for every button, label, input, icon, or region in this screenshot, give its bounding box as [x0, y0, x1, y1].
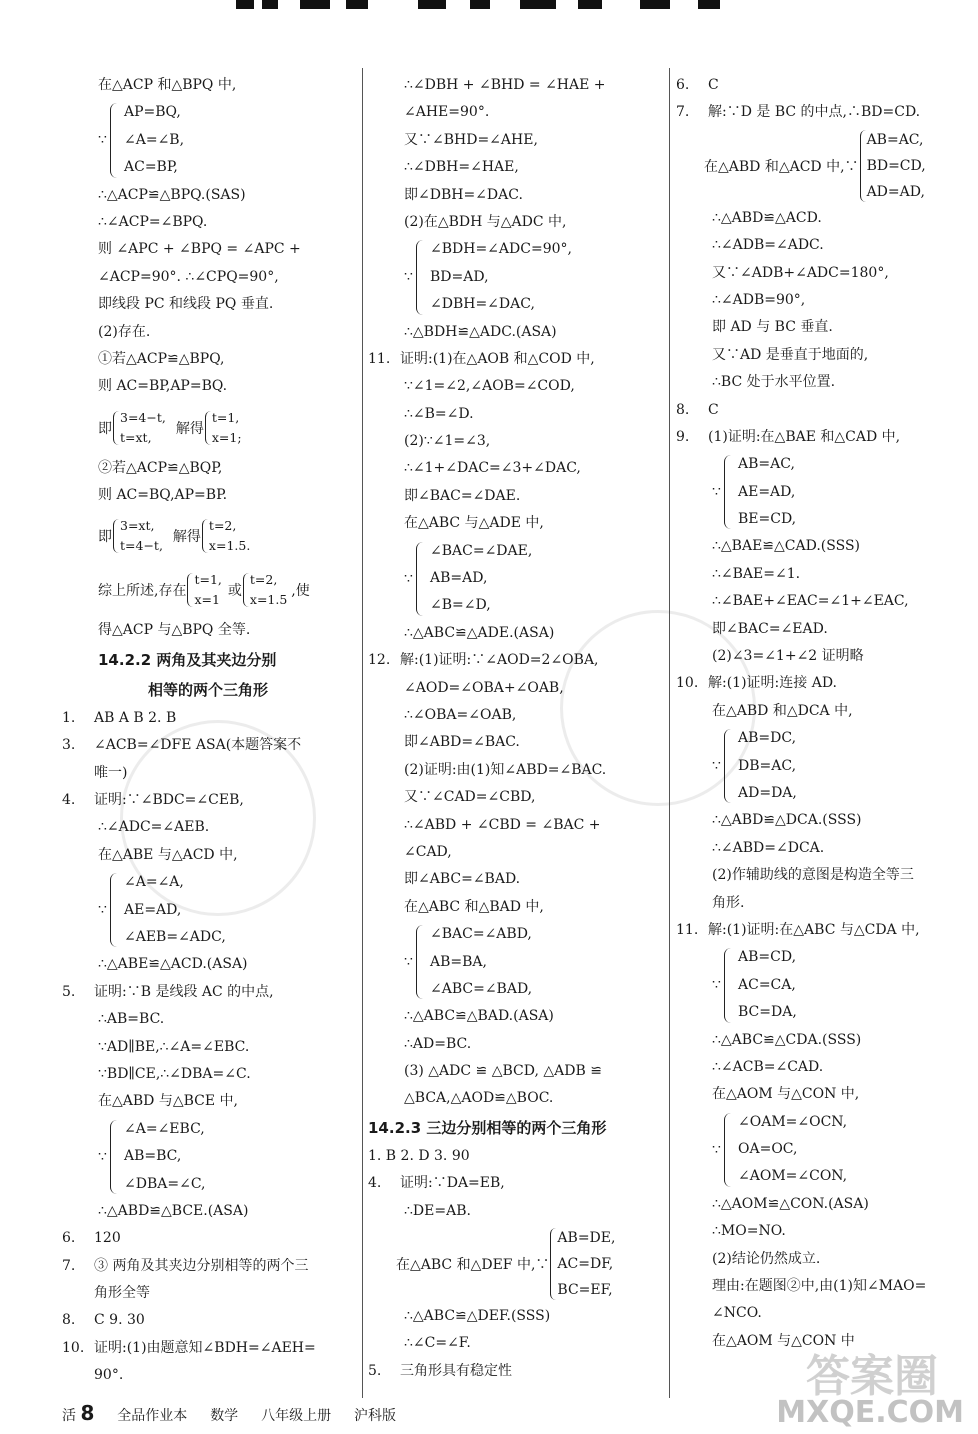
text-line: 理由:在题图②中,由(1)知∠MAO=	[712, 1278, 927, 1295]
top-cropped-header	[0, 0, 978, 10]
question-number: 10.	[676, 675, 699, 692]
page-footer	[62, 1396, 396, 1430]
left-brace	[724, 1113, 732, 1187]
system-row: DB=AC,	[738, 757, 797, 774]
text-line: 即∠BAC=∠EAD.	[712, 620, 828, 637]
question-number: 6.	[676, 77, 690, 93]
watermark-logo: 答案圈	[806, 1351, 938, 1402]
because-symbol: ∵	[404, 570, 413, 587]
inline-system	[112, 408, 166, 448]
section-heading: 14.2.3 三边分别相等的两个三角形	[368, 1118, 607, 1137]
text-line: 又∵∠CAD=∠CBD,	[404, 789, 536, 806]
text-line: ∴△ABC≌△ADE.(ASA)	[404, 624, 555, 641]
text-line: 在△AOM 与△CON 中	[712, 1332, 855, 1349]
inline-system	[186, 570, 221, 610]
system-row: ∠B=∠D,	[430, 597, 491, 614]
system-row: AC=BP,	[124, 159, 178, 176]
system-row: AC=CA,	[738, 976, 796, 993]
system-row: AE=AD,	[738, 483, 796, 500]
text-line: ∴∠ADB=∠ADC.	[712, 237, 824, 254]
text-line: 在△ABD 与△BCE 中,	[98, 1093, 238, 1110]
inline-system	[112, 516, 163, 556]
question-number: 1.	[62, 709, 76, 726]
because-symbol: ∵	[98, 902, 107, 919]
answer-text: AB A B 2. B	[94, 709, 177, 726]
text-line: 即∠ABC=∠BAD.	[404, 871, 521, 888]
text-line: ∴△ABC≌△DEF.(SSS)	[404, 1308, 551, 1325]
text-line: ∴△AOM≌△CON.(ASA)	[712, 1195, 869, 1212]
system-row: ∠A=∠EBC,	[124, 1120, 205, 1137]
system-row: 3=4−t,	[120, 409, 166, 425]
question-number: 7.	[676, 104, 690, 121]
left-brace	[110, 103, 118, 177]
answer-column-1	[62, 72, 354, 1390]
text-line: (2)作辅助线的意图是构造全等三	[712, 867, 914, 884]
text: ,使	[291, 583, 310, 600]
system-row: ∠AOM=∠CON,	[738, 1168, 848, 1185]
text-line: ∴∠ABD=∠DCA.	[712, 839, 825, 856]
solution-line	[62, 509, 354, 563]
answer-text: 解:∵D 是 BC 的中点,∴BD=CD.	[708, 104, 921, 121]
left-brace	[110, 1120, 118, 1194]
text-line: 则 ∠APC + ∠BPQ = ∠APC +	[98, 241, 301, 258]
text-line: 90°.	[94, 1367, 124, 1384]
because-symbol: ∵	[712, 758, 721, 775]
system-row: ∠DBH=∠DAC,	[430, 296, 535, 313]
text-line: 在△ABD 和△DCA 中,	[712, 702, 853, 719]
system-row: AC=DF,	[557, 1256, 614, 1273]
question-number: 5.	[62, 983, 76, 1000]
answer-text: (1)证明:在△BAE 和△CAD 中,	[708, 428, 901, 445]
answer-text: 证明:(1)在△AOB 和△COD 中,	[400, 350, 595, 367]
text-line: 在△AOM 与△CON 中,	[712, 1086, 860, 1103]
system-row: AB=CD,	[738, 949, 797, 966]
text-line: ∴△ABD≌△ACD.	[712, 209, 822, 226]
section-heading-sub: 相等的两个三角形	[147, 680, 268, 699]
answer-text: 解:(1)证明:连接 AD.	[708, 675, 838, 692]
text-line: ∴△BDH≌△ADC.(ASA)	[404, 323, 557, 340]
text-line: 又∵∠BHD=∠AHE,	[404, 131, 538, 148]
question-number: 12.	[368, 652, 391, 669]
left-brace	[202, 519, 209, 553]
system-row: ∠ABC=∠BAD,	[430, 980, 533, 997]
system-row: x=1	[194, 592, 220, 608]
system-row: t=2,	[208, 518, 237, 534]
left-brace	[860, 130, 867, 202]
edition: 沪科版	[354, 1408, 396, 1424]
question-number: 4.	[368, 1175, 382, 1192]
system-row: AB=DC,	[738, 730, 797, 747]
system-row: AB=BA,	[430, 953, 487, 970]
answer-text: 三角形具有稳定性	[400, 1362, 512, 1379]
text-line: ∴∠1+∠DAC=∠3+∠DAC,	[404, 460, 581, 477]
equation-system	[98, 869, 354, 951]
solution-line	[62, 401, 354, 455]
inline-system	[549, 1225, 615, 1303]
because-symbol: ∵	[98, 1148, 107, 1165]
system-row: ∠A=∠B,	[124, 131, 185, 148]
text-line: ∠AOD=∠OBA+∠OAB,	[404, 679, 564, 696]
text: 解得	[175, 420, 204, 437]
system-row: AD=AD,	[866, 183, 925, 200]
system-row: AD=DA,	[738, 784, 797, 801]
question-number: 7.	[62, 1257, 76, 1274]
system-row: t=4−t,	[120, 538, 163, 554]
left-brace	[205, 411, 212, 445]
left-brace	[416, 542, 424, 616]
inline-system	[859, 127, 926, 205]
question-number: 3.	[62, 737, 76, 754]
answer-text: 解:(1)证明:∵∠AOD=2∠OBA,	[400, 652, 599, 669]
left-brace	[724, 948, 732, 1022]
equation-system	[712, 944, 974, 1026]
equation-system	[404, 538, 666, 620]
system-row: t=1,	[211, 409, 240, 425]
text-line: ∠AHE=90°.	[404, 104, 490, 121]
left-brace	[110, 873, 118, 947]
system-row: AB=AC,	[866, 131, 924, 148]
text-line: (2)存在.	[98, 323, 151, 340]
text-line: ∴△BAE≌△CAD.(SSS)	[712, 538, 860, 555]
question-number: 9.	[676, 428, 690, 445]
because-symbol: ∵	[98, 132, 107, 149]
text-line: ∴∠ACB=∠CAD.	[712, 1058, 824, 1075]
text-line: ∴∠ADB=90°,	[712, 291, 806, 308]
text-line: ∠ACP=90°. ∴∠CPQ=90°,	[98, 268, 279, 285]
question-number: 5.	[368, 1362, 382, 1379]
answer-text: 证明:∵DA=EB,	[400, 1175, 505, 1192]
text-line: ∴△ABC≌△CDA.(SSS)	[712, 1031, 862, 1048]
section-heading: 14.2.2 两角及其夹边分别	[98, 650, 277, 669]
left-brace	[724, 729, 732, 803]
text-line: ∴∠B=∠D.	[404, 405, 474, 422]
system-row: t=xt,	[120, 429, 152, 445]
system-row: AB=BC,	[124, 1148, 182, 1165]
system-row: AB=DE,	[557, 1230, 616, 1247]
text-line: ∴∠BAE=∠1.	[712, 565, 801, 582]
answer-text: 解:(1)证明:在△ABC 与△CDA 中,	[708, 921, 920, 938]
answer-text: 证明:(1)由题意知∠BDH=∠AEH=	[94, 1339, 316, 1356]
system-row: x=1.5.	[208, 538, 251, 554]
answer-text: C 9. 30	[94, 1312, 145, 1329]
left-brace	[187, 573, 194, 607]
system-row: AP=BQ,	[124, 104, 181, 121]
text-line: 在△ABC 与△ADE 中,	[404, 515, 544, 532]
grade: 八年级上册	[261, 1408, 332, 1424]
text-line: ∴∠ACP=∠BPQ.	[98, 213, 208, 230]
because-symbol: ∵	[712, 977, 721, 994]
system-row: BD=AD,	[430, 268, 489, 285]
text-line: ∴△ABD≌△BCE.(ASA)	[98, 1202, 249, 1219]
system-row: AB=AD,	[430, 570, 488, 587]
left-brace	[113, 519, 120, 553]
text-line: ∴∠ABD + ∠CBD = ∠BAC +	[404, 816, 601, 833]
text-line: ∵AD∥BE,∴∠A=∠EBC.	[98, 1038, 250, 1055]
text-line: 即∠DBH=∠DAC.	[404, 186, 523, 203]
text-line: (2)∵∠1=∠3,	[404, 433, 491, 450]
system-row: BC=DA,	[738, 1004, 797, 1021]
inline-system	[201, 516, 250, 556]
text-line: ∠CAD,	[404, 843, 452, 860]
system-row: BE=CD,	[738, 511, 797, 528]
text-line: 即 AD 与 BC 垂直.	[712, 319, 833, 336]
answer-column-2	[368, 72, 666, 1385]
because-symbol: ∵	[404, 269, 413, 286]
text: 在△ABD 和△ACD 中,∵	[704, 158, 859, 175]
text-line: (3) △ADC ≌ △BCD, △ADB ≌	[404, 1063, 602, 1080]
text-line: ∴△ABD≌△DCA.(SSS)	[712, 812, 862, 829]
system-row: ∠A=∠A,	[124, 874, 184, 891]
because-symbol: ∵	[712, 484, 721, 501]
text-line: ∴∠ADC=∠AEB.	[98, 819, 210, 836]
text-line: 角形.	[712, 894, 745, 911]
answer-text: 证明:∵B 是线段 AC 的中点,	[94, 983, 274, 1000]
text-line: (2)∠3=∠1+∠2 证明略	[712, 648, 864, 665]
book-title: 全品作业本	[117, 1408, 188, 1424]
column-divider	[669, 68, 670, 1398]
system-row: ∠BAC=∠DAE,	[430, 542, 533, 559]
equation-system	[712, 1109, 974, 1191]
text-line: ∴∠DBH + ∠BHD = ∠HAE +	[404, 77, 606, 93]
subject: 数学	[210, 1408, 239, 1424]
text-line: ∵BD∥CE,∴∠DBA=∠C.	[98, 1065, 251, 1082]
text-line: 角形全等	[94, 1285, 150, 1302]
answer-text: ∠ACB=∠DFE ASA(本题答案不	[94, 737, 302, 754]
text-line: 即线段 PC 和线段 PQ 垂直.	[98, 296, 274, 313]
text-line: (2)在△BDH 与△ADC 中,	[404, 213, 567, 230]
because-symbol: ∵	[712, 1141, 721, 1158]
text-line: ∠NCO.	[712, 1305, 762, 1322]
question-number: 11.	[676, 921, 699, 938]
solution-line	[62, 563, 354, 617]
question-number: 8.	[676, 401, 690, 418]
answer-text: 1. B 2. D 3. 90	[368, 1147, 470, 1164]
solution-line	[676, 127, 974, 205]
answer-text: C	[708, 77, 719, 93]
text: 即	[98, 420, 112, 437]
question-number: 10.	[62, 1339, 85, 1356]
text-line: 唯一)	[94, 764, 128, 781]
equation-system	[404, 921, 666, 1003]
text-line: 即∠BAC=∠DAE.	[404, 487, 521, 504]
text-line: ∴∠C=∠F.	[404, 1335, 471, 1352]
text-line: ∴DE=AB.	[404, 1202, 471, 1219]
equation-system	[712, 725, 974, 807]
equation-system	[98, 99, 354, 181]
text-line: 即∠ABD=∠BAC.	[404, 734, 520, 751]
text-line: 在△ABE 与△ACD 中,	[98, 846, 238, 863]
answer-text: C	[708, 401, 719, 418]
left-brace	[113, 411, 120, 445]
text-line: ②若△ACP≌△BQP,	[98, 459, 223, 476]
text-line: ∴△ABC≌△BAD.(ASA)	[404, 1008, 554, 1025]
text-line: 又∵∠ADB+∠ADC=180°,	[712, 264, 889, 281]
left-brace	[416, 240, 424, 314]
watermark-url: MXQE.COM	[776, 1395, 964, 1430]
system-row: t=2,	[249, 572, 278, 588]
column-divider	[362, 68, 363, 1398]
text-line: (2)证明:由(1)知∠ABD=∠BAC.	[404, 761, 607, 778]
text-line: ∴∠OBA=∠OAB,	[404, 706, 517, 723]
system-row: BC=EF,	[557, 1282, 613, 1299]
system-row: t=1,	[194, 572, 222, 588]
answer-text: ③ 两角及其夹边分别相等的两个三	[94, 1257, 309, 1274]
brand-mark: 活	[62, 1408, 76, 1424]
equation-system	[404, 236, 666, 318]
text-line: ∴AD=BC.	[404, 1035, 472, 1052]
text-line: ①若△ACP≌△BPQ,	[98, 350, 225, 367]
question-number: 4.	[62, 792, 76, 809]
page-number: 8	[80, 1401, 95, 1425]
system-row: ∠BDH=∠ADC=90°,	[430, 241, 572, 258]
text: 综上所述,存在	[98, 583, 187, 600]
because-symbol: ∵	[404, 954, 413, 971]
system-row: AE=AD,	[124, 901, 182, 918]
text-line: ∴△ABE≌△ACD.(ASA)	[98, 956, 248, 973]
text: 或	[227, 583, 242, 600]
system-row: ∠OAM=∠OCN,	[738, 1113, 848, 1130]
text-line: 在△ABC 和△BAD 中,	[404, 898, 544, 915]
system-row: AB=AC,	[738, 456, 795, 473]
text: 解得	[172, 529, 201, 546]
text-line: △BCA,△AOD≌△BOC.	[404, 1090, 554, 1107]
solution-line	[368, 1225, 666, 1303]
text-line: ∴BC 处于水平位置.	[712, 374, 836, 391]
system-row: ∠BAC=∠ABD,	[430, 926, 532, 943]
answer-column-3	[676, 72, 974, 1355]
system-row: 3=xt,	[120, 518, 155, 534]
text-line: 得△ACP 与△BPQ 全等.	[98, 622, 251, 639]
text-line: ∴AB=BC.	[98, 1011, 165, 1028]
text-line: ∴MO=NO.	[712, 1223, 786, 1240]
inline-system	[242, 570, 287, 610]
text-line: ∴∠DBH=∠HAE,	[404, 159, 519, 176]
left-brace	[416, 925, 424, 999]
equation-system	[712, 451, 974, 533]
question-number: 11.	[368, 350, 391, 367]
system-row: OA=OC,	[738, 1141, 798, 1158]
text: 在△ABC 和△DEF 中,∵	[396, 1257, 550, 1274]
system-row: x=1;	[211, 429, 242, 445]
answer-text: 证明:∵∠BDC=∠CEB,	[94, 792, 244, 809]
system-row: ∠AEB=∠ADC,	[124, 928, 226, 945]
text-line: 又∵AD 是垂直于地面的,	[712, 346, 869, 363]
text-line: 在△ACP 和△BPQ 中,	[98, 77, 237, 93]
inline-system	[204, 408, 242, 448]
text-line: 则 AC=BP,AP=BQ.	[98, 378, 228, 395]
text-line: (2)结论仍然成立.	[712, 1250, 821, 1267]
system-row: x=1.5	[249, 592, 288, 608]
text: 即	[98, 529, 112, 546]
equation-system	[98, 1116, 354, 1198]
text-line: 则 AC=BQ,AP=BP.	[98, 487, 228, 504]
left-brace	[724, 455, 732, 529]
system-row: BD=CD,	[866, 157, 926, 174]
text-line: ∴∠BAE+∠EAC=∠1+∠EAC,	[712, 593, 909, 610]
text-line: ∴△ACP≌△BPQ.(SAS)	[98, 186, 246, 203]
question-number: 6.	[62, 1230, 76, 1247]
left-brace	[550, 1228, 557, 1300]
question-number: 8.	[62, 1312, 76, 1329]
system-row: ∠DBA=∠C,	[124, 1175, 206, 1192]
answer-text: 120	[94, 1230, 121, 1247]
text-line: ∵∠1=∠2,∠AOB=∠COD,	[404, 378, 575, 395]
left-brace	[243, 573, 250, 607]
